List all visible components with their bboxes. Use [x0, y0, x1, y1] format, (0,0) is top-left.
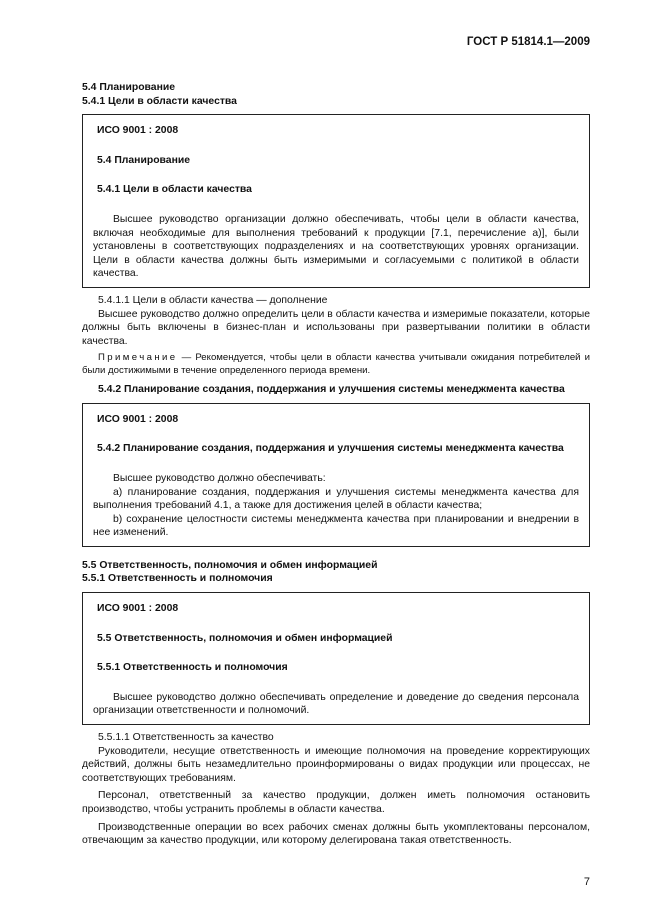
box-item-a: а) планирование создания, поддержания и улучшения системы менеджмента качества для выполнения требований 4.1, а также для достижения целей в области качества; — [93, 486, 579, 512]
box-heading: 5.5 Ответственность, полномочия и обмен информацией — [97, 632, 393, 644]
paragraph: Производственные операции во всех рабочих сменах должны быть укомплектованы персоналом, отвечающим за качество продукции, или которому делегирована такая ответственность. — [82, 821, 590, 847]
box-subheading: 5.5.1 Ответственность и полномочия — [97, 662, 288, 674]
box-intro: Высшее руководство должно обеспечивать: — [113, 472, 326, 484]
clause-5-5-1-1-title: 5.5.1.1 Ответственность за качество — [98, 732, 274, 744]
iso-quote-box-5-4 — [82, 114, 590, 288]
iso-label: ИСО 9001 : 2008 — [97, 603, 179, 615]
iso-quote-box-5-5 — [82, 592, 590, 725]
paragraph: Персонал, ответственный за качество продукции, должен иметь полномочия остановить производство, чтобы устранить проблемы в области качества. — [82, 790, 590, 815]
section-5-5-1-title: 5.5.1 Ответственность и полномочия — [82, 573, 273, 585]
box-text: Высшее руководство организации должно обеспечивать, чтобы цели в области качества, включая необходимые для выполнения требований к продукции [7.1, перечисление а)], были установлены в соответствующих подразделениях и на соответствующих уровнях организации. Цели в области качества должны быть измеримыми и согласуемыми с политикой в области качества. — [93, 213, 579, 280]
box-heading: 5.4 Планирование — [97, 154, 191, 166]
box-text: Высшее руководство должно обеспечивать определение и доведение до сведения персонала организации ответственности и полномочий. — [93, 691, 579, 717]
clause-5-4-1-1-text: Высшее руководство должно определить цели в области качества и измеримые показатели, которые должны быть включены в бизнес-план и использованы при развертывании политики в области качества. — [82, 308, 590, 347]
page-content — [82, 81, 590, 848]
box-subheading: 5.4.1 Цели в области качества — [97, 184, 252, 196]
page-number: 7 — [583, 876, 590, 888]
note-label: Примечание — [98, 352, 178, 364]
box-heading: 5.4.2 Планирование создания, поддержания и улучшения системы менеджмента качества — [97, 443, 564, 455]
section-5-4-title: 5.4 Планирование — [82, 82, 176, 93]
note — [82, 352, 590, 377]
paragraph: Руководители, несущие ответственность и имеющие полномочия на проведение корректирующих действий, должны быть незамедлительно проинформированы о видах продукции или процессах, не соответствующих требованиям. — [82, 745, 590, 784]
note-text: — Рекомендуется, чтобы цели в области качества учитывали ожидания потребителей и были достижимыми в течение определенного периода времени. — [82, 352, 590, 376]
clause-5-4-1-1-title: 5.4.1.1 Цели в области качества — дополнение — [98, 294, 328, 306]
section-5-5-title: 5.5 Ответственность, полномочия и обмен информацией — [82, 559, 378, 571]
section-5-4-1-title: 5.4.1 Цели в области качества — [82, 95, 237, 107]
standard-code: ГОСТ Р 51814.1—2009 — [466, 36, 590, 48]
section-5-4-2-title: 5.4.2 Планирование создания, поддержания и улучшения системы менеджмента качества — [98, 384, 565, 396]
iso-label: ИСО 9001 : 2008 — [97, 413, 179, 425]
box-item-b: b) сохранение целостности системы менеджмента качества при планировании и внедрении в нее изменений. — [93, 513, 579, 539]
iso-quote-box-5-4-2 — [82, 403, 590, 547]
iso-label: ИСО 9001 : 2008 — [97, 125, 179, 137]
